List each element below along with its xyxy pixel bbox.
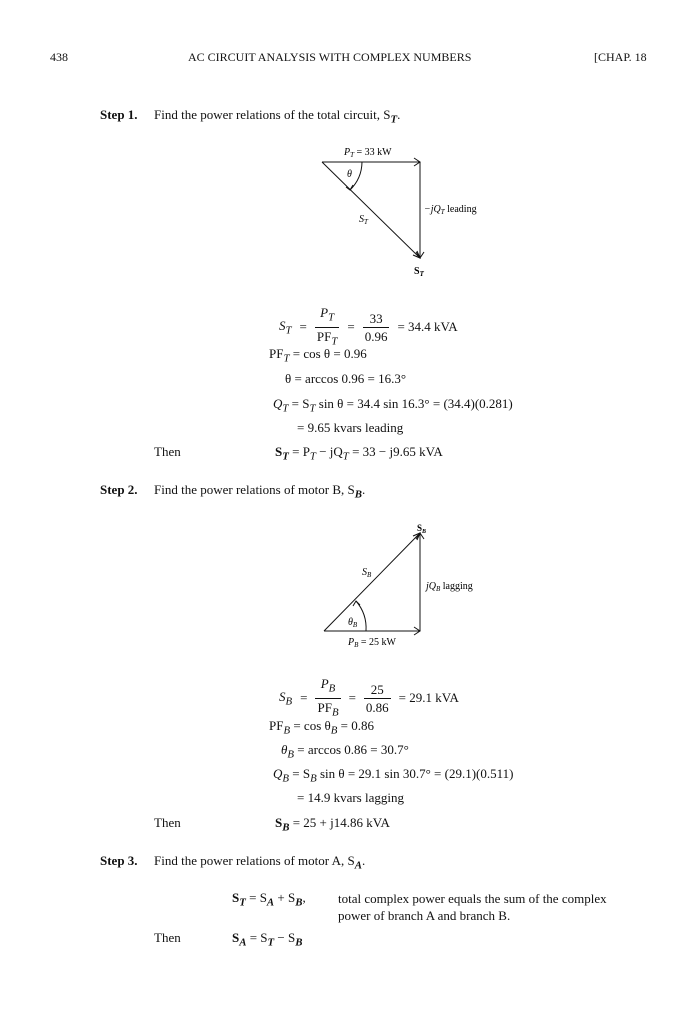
fraction-values: $\frac{33}{0.96}$ (364, 310, 388, 344)
step3-eq-sum: $S_T = S_A + S_B$, (232, 890, 306, 909)
chapter-label: [CHAP. 18 (594, 50, 647, 64)
step2-text-end: . (362, 482, 366, 497)
step2-eq-sb-complex: $S_B = 25 + j14.86$ kVA (275, 815, 390, 834)
step2-eq-kvars: = 14.9 kvars lagging (297, 790, 404, 805)
step2-text (154, 482, 365, 501)
sb-label: $S_B$ (362, 567, 372, 579)
step1-power-triangle (300, 140, 500, 280)
step2-eq-theta: $\theta_B = \arccos 0.86 = 30.7^\circ$ (281, 742, 409, 761)
st-vector (322, 162, 420, 258)
eq-lhs: $S_T$ (279, 317, 292, 337)
eq-result: = 29.1 kVA (398, 690, 459, 706)
st-vector-label: $S_T$ (414, 266, 424, 278)
running-title: AC CIRCUIT ANALYSIS WITH COMPLEX NUMBERS (188, 50, 472, 64)
step1-label: Step 1. (100, 107, 138, 122)
step3-eq-sa: $S_A = S_T - S_B$ (232, 930, 303, 949)
theta-label: θ (347, 169, 352, 180)
theta-arc-arrowhead (346, 185, 353, 190)
step1-eq-st: $S_T$ = $\frac{P_T}{PF_T}$ = $\frac{33}{0.96}$ = 34.4 kVA (279, 305, 458, 348)
theta-b-label: $\theta_B$ (348, 617, 358, 629)
qt-label: $-jQ_T$ leading (424, 204, 477, 216)
eq-lhs: $S_B$ (279, 688, 293, 708)
step3-text-sub: A (354, 859, 362, 872)
step2-eq-pf: $PF_B = \cos \theta_B = 0.86$ (269, 718, 374, 737)
fraction-pb-pfb: $\frac{P_B}{PF_B}$ (317, 676, 339, 719)
step2-text-sub: B (354, 488, 362, 501)
step3-note-line2: power of branch A and branch B. (338, 908, 511, 923)
step2-power-triangle (300, 515, 500, 655)
step2-eq-qb: $Q_B = S_B$ sin θ = 29.1 sin 30.7° = (29.1)(0.511) (273, 766, 514, 785)
step3-note-line1: total complex power equals the sum of the complex (338, 891, 607, 906)
step1-text-sub: T (390, 113, 398, 126)
step2-label: Step 2. (100, 482, 138, 497)
st-label: $S_T$ (359, 214, 368, 226)
step3-text (154, 853, 365, 872)
step3-text-main: Find the power relations of motor A, S (154, 853, 355, 868)
qb-label: $jQ_B$ lagging (426, 581, 473, 593)
eq-result: = 34.4 kVA (397, 319, 458, 335)
page-number: 438 (50, 50, 68, 64)
step2-text-main: Find the power relations of motor B, S (154, 482, 355, 497)
pb-label: $P_B = 25$ kW (348, 637, 396, 649)
step1-eq-qt: $Q_T = S_T$ sin θ = 34.4 sin 16.3° = (34.4)(0.281) (273, 396, 513, 415)
step3-text-end: . (362, 853, 366, 868)
step1-eq-theta: θ = arccos 0.96 = 16.3° (285, 371, 407, 386)
step2-eq-sb: $S_B$ = $\frac{P_B}{PF_B}$ = $\frac{25}{0.86}$ = 29.1 kVA (279, 676, 459, 719)
step1-then: Then (154, 444, 181, 459)
fraction-pt-pft: $\frac{P_T}{PF_T}$ (316, 305, 338, 348)
step1-eq-st-complex: $S_T = P_T - jQ_T = 33 - j9.65$ kVA (275, 444, 443, 463)
step3-note (338, 890, 607, 924)
pt-label: $P_T = 33$ kW (344, 147, 392, 159)
step1-text-end: . (397, 107, 401, 122)
sb-vector-label: $S_B$ (417, 523, 427, 535)
step2-then: Then (154, 815, 181, 830)
fraction-values: $\frac{25}{0.86}$ (365, 681, 389, 715)
step3-label: Step 3. (100, 853, 138, 868)
step3-then: Then (154, 930, 181, 945)
step1-eq-kvars: = 9.65 kvars leading (297, 420, 404, 435)
step1-text (154, 107, 400, 126)
theta-b-arc (356, 601, 366, 631)
step1-eq-pf: $PF_T = \cos \theta = 0.96$ (269, 346, 367, 365)
step1-text-main: Find the power relations of the total circuit, S (154, 107, 391, 122)
sb-vector (324, 533, 420, 631)
